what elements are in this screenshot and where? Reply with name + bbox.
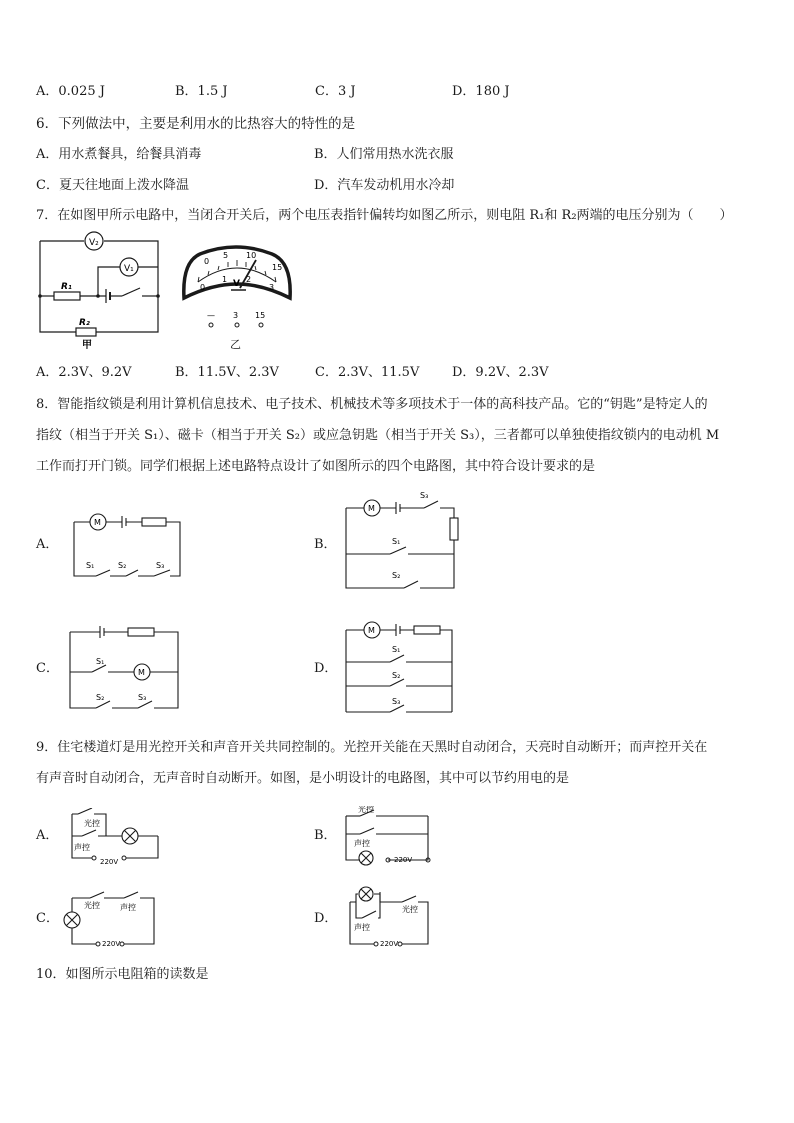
q8-a-s3: S₃ (156, 561, 165, 570)
q7-r1-label: R₁ (61, 282, 72, 292)
q8-d-s3: S₃ (392, 697, 401, 706)
q7-dial-upper-0: 0 (204, 257, 210, 266)
q10-stem: 10．如图所示电阻箱的读数是 (36, 967, 209, 982)
q8-option-b-label: B． (314, 537, 337, 552)
q7-yi-caption: 乙 (230, 338, 241, 351)
q8-a-s2: S₂ (118, 561, 127, 570)
q9-option-a-label: A． (36, 828, 59, 843)
q9-d-light-switch: 光控 (402, 905, 418, 914)
q7-voltmeter-yi (176, 240, 300, 330)
q6-option-d: D．汽车发动机用水冷却 (314, 178, 455, 193)
q8-option-a-label: A． (36, 537, 59, 552)
q8-stem-line2: 指纹（相当于开关 S₁）、磁卡（相当于开关 S₂）或应急钥匙（相当于开关 S₃），三者都可以单独使指纹锁内的电动机 M (36, 428, 720, 443)
q7-dial-upper-5: 5 (223, 251, 229, 260)
q8-a-motor: M (94, 518, 101, 527)
q9-stem-line2: 有声音时自动闭合，无声音时自动断开。如图，是小明设计的电路图，其中可以节约用电的是 (36, 771, 570, 786)
q9-option-b-label: B． (314, 828, 337, 843)
q7-dial-lower-3: 3 (269, 283, 275, 292)
q7-v2-label: V₂ (89, 238, 99, 248)
q9-option-d-label: D． (314, 911, 338, 926)
q7-option-a: A．2.3V、9.2V (36, 365, 132, 380)
q9-circuit-d (340, 884, 436, 950)
q8-circuit-d (340, 620, 458, 716)
q7-dial-upper-10: 10 (246, 251, 257, 260)
q7-terminal-3: 3 (233, 311, 239, 320)
q9-b-light-switch: 光控 (358, 806, 374, 814)
q8-circuit-a (66, 510, 186, 592)
q7-option-b: B．11.5V、2.3V (175, 365, 279, 380)
q8-b-motor: M (368, 504, 375, 513)
q8-circuit-c (64, 620, 188, 716)
q6-option-b: B．人们常用热水洗衣服 (314, 147, 454, 162)
q8-d-s2: S₂ (392, 671, 401, 680)
q6-option-c: C．夏天往地面上泼水降温 (36, 178, 189, 193)
q7-dial-unit: V (233, 279, 240, 289)
q8-stem-line3: 工作而打开门锁。同学们根据上述电路特点设计了如图所示的四个电路图，其中符合设计要求的是 (36, 459, 596, 474)
q8-c-motor: M (138, 668, 145, 677)
q9-circuit-c (60, 888, 160, 950)
q5-option-d: D．180 J (452, 84, 510, 99)
q8-option-d-label: D． (314, 661, 338, 676)
q7-terminal-neg: — (207, 311, 215, 320)
q7-jia-caption: 甲 (82, 340, 92, 351)
q9-d-sound-switch: 声控 (354, 923, 370, 932)
q9-b-sound-switch: 声控 (354, 839, 370, 848)
q7-stem: 7．在如图甲所示电路中，当闭合开关后，两个电压表指针偏转均如图乙所示，则电阻 R₁和 R₂两端的电压分别为（ ） (36, 208, 733, 223)
q7-v1-label: V₁ (124, 264, 134, 274)
q6-option-a: A．用水煮餐具，给餐具消毒 (36, 147, 202, 162)
q9-option-c-label: C． (36, 911, 59, 926)
q9-circuit-b (340, 806, 436, 868)
q8-c-s2: S₂ (96, 693, 105, 702)
q8-c-s3: S₃ (138, 693, 147, 702)
q8-stem-line1: 8．智能指纹锁是利用计算机信息技术、电子技术、机械技术等多项技术于一体的高科技产品。它的“钥匙”是特定人的 (36, 397, 708, 412)
q9-a-light-switch: 光控 (84, 819, 100, 828)
q8-a-s1: S₁ (86, 561, 95, 570)
q5-option-a: A．0.025 J (36, 84, 105, 99)
q8-d-motor: M (368, 626, 375, 635)
q9-c-sound-switch: 声控 (120, 903, 136, 912)
q8-d-s1: S₁ (392, 645, 401, 654)
q7-dial-lower-0: 0 (200, 283, 206, 292)
q9-circuit-a (66, 808, 166, 866)
q7-terminal-15: 15 (255, 311, 266, 320)
q8-circuit-b (340, 488, 466, 592)
q9-b-voltage: 220V (394, 856, 413, 864)
q6-stem: 6．下列做法中，主要是利用水的比热容大的特性的是 (36, 116, 356, 132)
q8-option-c-label: C． (36, 661, 59, 676)
q7-r2-label: R₂ (79, 318, 90, 328)
q9-c-light-switch: 光控 (84, 901, 100, 910)
q9-a-sound-switch: 声控 (74, 843, 90, 852)
q5-option-c: C．3 J (315, 84, 356, 99)
q9-a-voltage: 220V (100, 858, 119, 866)
q8-b-s3: S₃ (420, 491, 429, 500)
q9-d-voltage: 220V (380, 940, 399, 948)
q9-stem-line1: 9．住宅楼道灯是用光控开关和声音开关共同控制的。光控开关能在天黑时自动闭合，天亮时自动断开；而声控开关在 (36, 740, 708, 755)
q7-dial-upper-15: 15 (272, 263, 283, 272)
q5-option-b: B．1.5 J (175, 84, 228, 99)
q7-option-d: D．9.2V、2.3V (452, 365, 549, 380)
q8-b-s2: S₂ (392, 571, 401, 580)
q7-dial-lower-1: 1 (222, 275, 228, 284)
q7-dial-lower-2: 2 (246, 275, 252, 284)
q9-c-voltage: 220V (102, 940, 121, 948)
q7-circuit-jia (36, 230, 166, 352)
q7-option-c: C．2.3V、11.5V (315, 365, 420, 380)
q8-c-s1: S₁ (96, 657, 105, 666)
q8-b-s1: S₁ (392, 537, 401, 546)
